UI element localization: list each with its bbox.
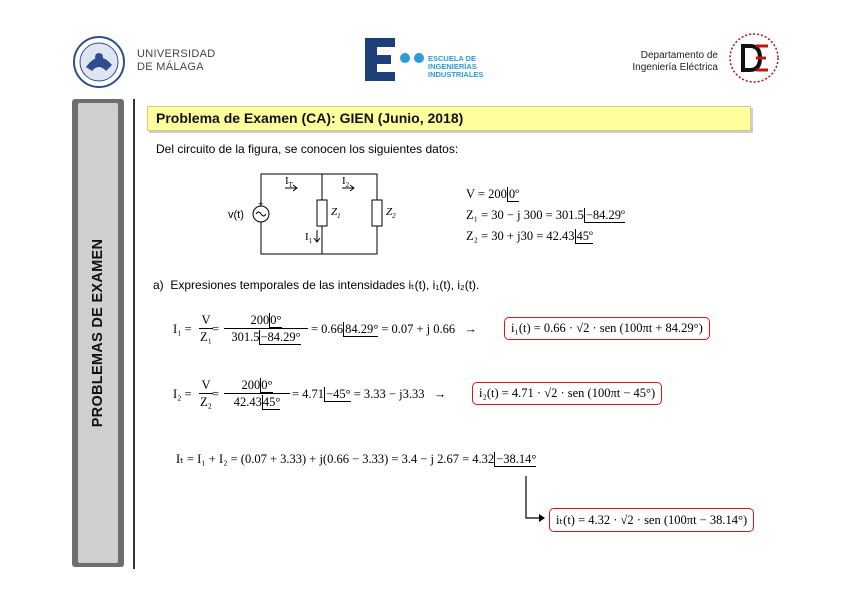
eii-logo — [365, 38, 425, 82]
eq2-v-num: V — [199, 377, 213, 394]
eq2-v-den: Z₂ — [200, 395, 212, 409]
eq2-result: = 4.71 — [292, 387, 325, 401]
circuit-z2-sub: 2 — [392, 212, 396, 221]
given-z1: Z₁ = 30 − j 300 = 301.5 — [466, 208, 584, 222]
eq2-arrow: → — [433, 387, 447, 401]
eq3-down-arrow — [520, 474, 550, 524]
circuit-i1-sub: 1 — [308, 237, 313, 246]
eq3-result-box: iₜ(t) = 4.32 · √2 · sen (100πt − 38.14°) — [549, 508, 754, 532]
eq2-lhs: I₂ = — [173, 387, 192, 401]
dept-seal-logo — [728, 32, 780, 84]
circuit-source-plus: + — [258, 199, 264, 209]
eq2-result-box: i₂(t) = 4.71 · √2 · sen (100πt − 45°) — [472, 382, 662, 405]
eq3-text: Iₜ = I₁ + I₂ = (0.07 + 3.33) + j(0.66 − 3.33) = 3.4 − j 2.67 = 4.32 — [176, 452, 495, 466]
uma-seal-logo — [72, 35, 126, 89]
eq1-rect: = 0.07 + j 0.66 — [381, 322, 456, 336]
eq2-result-angle: −45° — [326, 387, 351, 401]
eii-name-line2: INGENIERÍAS — [428, 62, 477, 71]
eq1-den: 301.5 — [231, 330, 260, 344]
eii-name-line3: INDUSTRIALES — [428, 70, 484, 79]
eq1-v-den: Z₁ — [200, 330, 212, 344]
eq1-arrow: → — [464, 322, 478, 336]
sidebar-title: PROBLEMAS DE EXAMEN — [90, 238, 106, 428]
eq2-den: 42.43 — [233, 395, 262, 409]
circuit-i2-sub: 2 — [345, 181, 350, 190]
eq2-num-angle: 0° — [261, 378, 273, 392]
content-divider — [133, 99, 135, 569]
problem-intro: Del circuito de la figura, se conocen los siguientes datos: — [156, 142, 459, 156]
eq1-result-box: i₁(t) = 0.66 · √2 · sen (100πt + 84.29°) — [504, 317, 710, 340]
eq1-num: 200 — [250, 313, 270, 327]
circuit-it-label: I — [285, 175, 289, 187]
circuit-z1-label: Z — [331, 206, 338, 218]
dept-line1: Departamento de — [640, 50, 718, 61]
eq2-den-angle: 45° — [262, 395, 281, 409]
eq3-angle: −38.14° — [496, 452, 537, 466]
part-a-label: a) — [153, 278, 164, 292]
eq1-lhs: I₁ = — [173, 322, 192, 336]
circuit-i1-label: I — [305, 231, 309, 243]
eq2-rect: = 3.33 − j3.33 — [353, 387, 425, 401]
circuit-z1-sub: 1 — [337, 212, 341, 221]
eq1-den-angle: −84.29° — [260, 330, 301, 344]
part-a-text: Expresiones temporales de las intensidades iₜ(t), i₁(t), i₂(t). — [170, 278, 480, 292]
given-v: V = 200 — [466, 187, 507, 201]
uma-name-line2: DE MÁLAGA — [137, 61, 204, 73]
eii-name-line1: ESCUELA DE — [428, 54, 477, 63]
problem-title: Problema de Examen (CA): GIEN (Junio, 2018) — [156, 110, 464, 126]
given-z1-angle: −84.29º — [585, 208, 625, 222]
given-z2: Z₂ = 30 + j30 = 42.43 — [466, 229, 575, 243]
circuit-z2-label: Z — [386, 206, 393, 218]
given-v-angle: 0º — [508, 187, 519, 201]
circuit-it-sub: T — [288, 181, 293, 190]
eq1-v-num: V — [199, 312, 213, 329]
dept-line2: Ingeniería Eléctrica — [632, 62, 718, 73]
eq1-result: = 0.66 — [311, 322, 344, 336]
circuit-source-label: v(t) — [228, 209, 244, 221]
eq2-num: 200 — [241, 378, 261, 392]
given-z2-angle: 45º — [576, 229, 593, 243]
circuit-i2-label: I — [342, 175, 346, 187]
uma-name-line1: UNIVERSIDAD — [137, 48, 216, 60]
eq1-result-angle: 84.29° — [345, 322, 379, 336]
eq1-num-angle: 0° — [270, 313, 282, 327]
